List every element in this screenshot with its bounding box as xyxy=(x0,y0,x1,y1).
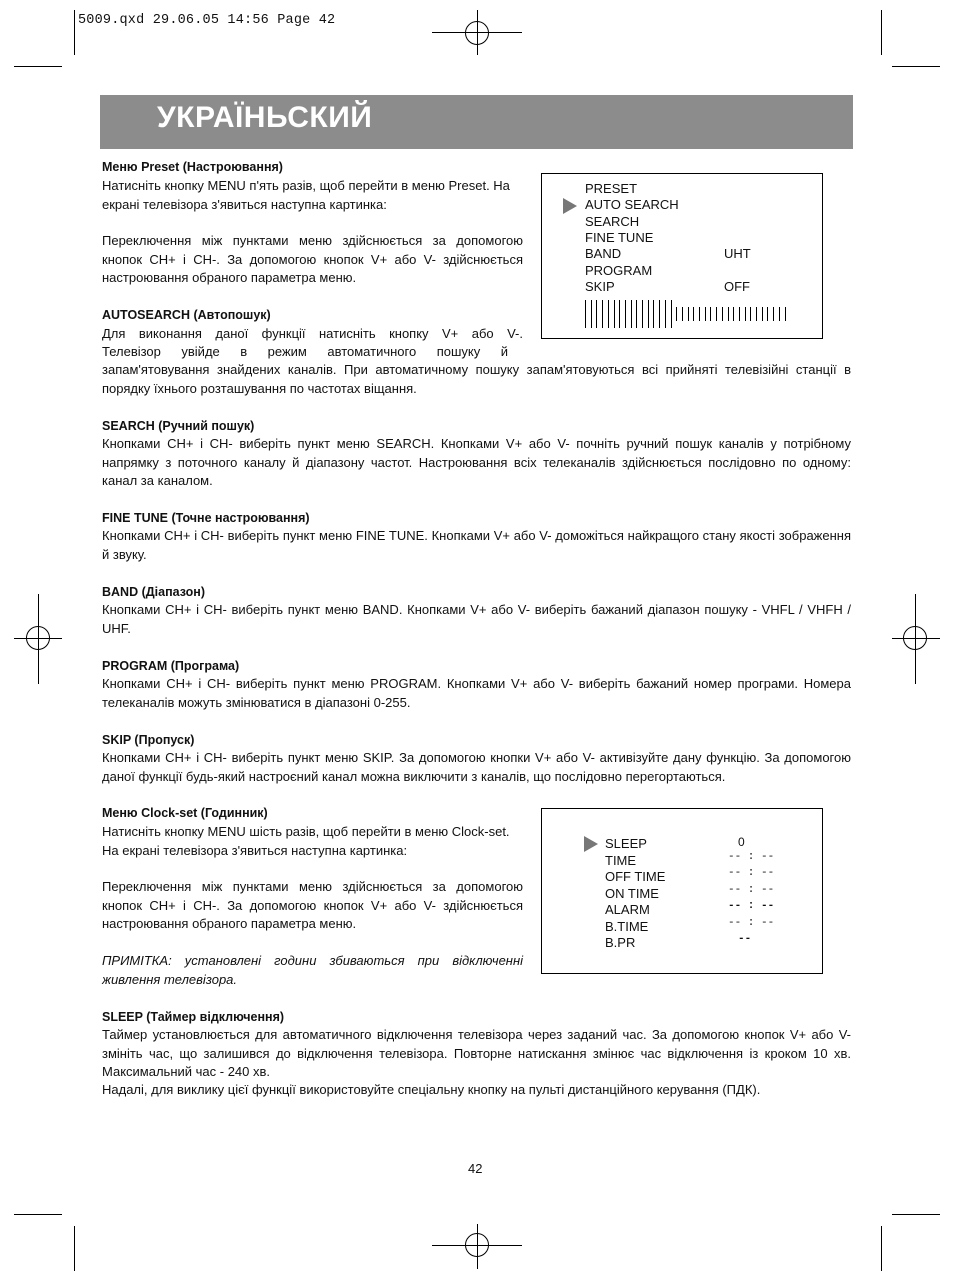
tuning-tick xyxy=(779,307,780,321)
tuning-tick xyxy=(756,307,757,321)
sleep-value: 0 xyxy=(738,835,745,849)
on-time-value: -- : -- xyxy=(728,884,775,896)
language-banner xyxy=(100,95,853,149)
paragraph: Переключення між пунктами меню здійснюється за допомогою кнопок CH+ і CH-. За допомогою кнопок V+ або V- здійснюється настроювання обраного параметра меню. xyxy=(102,233,523,285)
selection-pointer-icon xyxy=(563,198,577,214)
paragraph: Кнопками CH+ і CH- виберіть пункт меню SKIP. За допомогою кнопки V+ або V- активізуйте дану функцію. За допомогою даної функції будь-який настроєний канал можна виключити з каналів, що послідовно перегортаються. xyxy=(102,750,851,784)
tuning-tick xyxy=(614,300,615,328)
tuning-tick xyxy=(625,300,626,328)
crop-mark xyxy=(74,10,75,55)
paragraph: Телевізор увійде в режим автоматичного пошуку й xyxy=(102,344,508,359)
menu-item-program: PROGRAM xyxy=(585,263,653,278)
menu-item-sleep: SLEEP xyxy=(605,836,647,851)
menu-item-search: SEARCH xyxy=(585,214,640,229)
crop-mark xyxy=(881,1226,882,1271)
file-slug: 5009.qxd 29.06.05 14:56 Page 42 xyxy=(78,13,336,28)
paragraph: Кнопками CH+ і CH- виберіть пункт меню FINE TUNE. Кнопками V+ або V- доможіться найкращого стану якості зображення й звуку. xyxy=(102,528,851,562)
tuning-tick xyxy=(636,300,637,328)
clock-menu-screen xyxy=(541,808,823,974)
menu-item-off-time: OFF TIME xyxy=(605,869,666,884)
paragraph: Натисніть кнопку MENU п'ять разів, щоб перейти в меню Preset. На екрані телевізора з'явиться наступна картинка: xyxy=(102,178,510,212)
menu-item-alarm: ALARM xyxy=(605,902,650,917)
time-value: -- : -- xyxy=(728,851,775,863)
tuning-tick xyxy=(716,307,717,321)
note: ПРИМІТКА: установлені години збиваються при відключенні живлення телевізора. xyxy=(102,953,523,987)
off-time-value: -- : -- xyxy=(728,867,775,879)
tuning-tick xyxy=(653,300,654,328)
tuning-tick xyxy=(705,307,706,321)
page-number: 42 xyxy=(468,1161,483,1176)
section-heading: Меню Preset (Настроювання) xyxy=(102,160,283,174)
tuning-tick xyxy=(733,307,734,321)
section-heading: SLEEP (Таймер відключення) xyxy=(102,1010,285,1024)
tuning-tick xyxy=(619,300,620,328)
tuning-tick xyxy=(773,307,774,321)
paragraph: Надалі, для виклику цієї функції використовуйте спеціальну кнопку на пульті дистанційного керування (ПДК). xyxy=(102,1082,761,1097)
tuning-tick xyxy=(682,307,683,321)
paragraph: Натисніть кнопку MENU шість разів, щоб перейти в меню Clock-set. На екрані телевізора з'явиться наступна картинка: xyxy=(102,824,510,858)
tuning-tick xyxy=(745,307,746,321)
tuning-tick xyxy=(688,307,689,321)
menu-item-preset: PRESET xyxy=(585,181,638,196)
section-heading: SKIP (Пропуск) xyxy=(102,733,195,747)
band-value: UHT xyxy=(724,246,751,261)
crop-mark xyxy=(14,66,62,67)
tuning-tick xyxy=(767,307,768,321)
tuning-tick xyxy=(728,307,729,321)
tuning-tick xyxy=(671,300,672,328)
tuning-tick xyxy=(608,300,609,328)
paragraph: Кнопками CH+ і CH- виберіть пункт меню SEARCH. Кнопками V+ або V- почніть ручний пошук каналів у потрібному напрямку з поточного каналу й діапазону частот. Настроювання всіх телеканалів здійснюється послідовно по одному: канал за каналом. xyxy=(102,436,851,488)
paragraph: Кнопками CH+ і CH- виберіть пункт меню PROGRAM. Кнопками V+ або V- виберіть бажаний номер програми. Номера телеканалів можуть змінюватися в діапазоні 0-255. xyxy=(102,676,851,710)
menu-item-time: TIME xyxy=(605,853,637,868)
tuning-tick xyxy=(722,307,723,321)
crop-mark xyxy=(74,1226,75,1271)
tuning-tick xyxy=(642,300,643,328)
tuning-tick xyxy=(591,300,592,328)
tuning-tick xyxy=(710,307,711,321)
tuning-tick xyxy=(631,300,632,328)
tuning-tick xyxy=(659,300,660,328)
tuning-tick xyxy=(648,300,649,328)
tuning-tick xyxy=(750,307,751,321)
section-heading: BAND (Діапазон) xyxy=(102,585,205,599)
b-pr-value: -- xyxy=(738,933,752,945)
selection-pointer-icon xyxy=(584,836,598,852)
crop-mark xyxy=(892,1214,940,1215)
paragraph: Кнопками CH+ і CH- виберіть пункт меню BAND. Кнопками V+ або V- виберіть бажаний діапазон пошуку - VHFL / VHFH / UHF. xyxy=(102,602,851,636)
tuning-tick xyxy=(602,300,603,328)
tuning-tick xyxy=(739,307,740,321)
menu-item-fine-tune: FINE TUNE xyxy=(585,230,654,245)
tuning-tick xyxy=(585,300,586,328)
section-heading: SEARCH (Ручний пошук) xyxy=(102,419,255,433)
menu-item-b-time: B.TIME xyxy=(605,919,649,934)
tuning-tick xyxy=(699,307,700,321)
paragraph: Для виконання даної функції натисніть кнопку V+ або V-. xyxy=(102,326,523,341)
section-heading: AUTOSEARCH (Автопошук) xyxy=(102,308,271,322)
tuning-tick xyxy=(693,307,694,321)
menu-item-skip: SKIP xyxy=(585,279,615,294)
menu-item-band: BAND xyxy=(585,246,622,261)
menu-item-b-pr: B.PR xyxy=(605,935,636,950)
skip-value: OFF xyxy=(724,279,750,294)
crop-mark xyxy=(14,1214,62,1215)
section-heading: FINE TUNE (Точне настроювання) xyxy=(102,511,310,525)
crop-mark xyxy=(892,66,940,67)
preset-menu-screen xyxy=(541,173,823,339)
section-heading: Меню Clock-set (Годинник) xyxy=(102,806,268,820)
tuning-tick xyxy=(762,307,763,321)
b-time-value: -- : -- xyxy=(728,917,775,929)
page-title: УКРАЇНЬСКИЙ xyxy=(157,101,373,134)
paragraph: Таймер установлюється для автоматичного відключення телевізора через заданий час. За допомогою кнопок V+ або V- змініть час, що залишився до відключення телевізора. Повторне натискання змінює час відключення із кроком 10 хв. Максимальний час - 240 хв. xyxy=(102,1027,851,1079)
section-heading: PROGRAM (Програма) xyxy=(102,659,240,673)
crop-mark xyxy=(881,10,882,55)
alarm-value: -- : -- xyxy=(728,900,775,912)
tuning-tick xyxy=(596,300,597,328)
tuning-tick xyxy=(785,307,786,321)
paragraph: запам'ятовування знайдених каналів. При автоматичному пошуку запам'ятовуються всі прийняті телевізійні станції в порядку їхнього розташування по частотах віщання. xyxy=(102,362,851,396)
menu-item-auto-search: AUTO SEARCH xyxy=(585,197,679,212)
menu-item-on-time: ON TIME xyxy=(605,886,659,901)
tuning-tick xyxy=(676,307,677,321)
paragraph: Переключення між пунктами меню здійснюється за допомогою кнопок CH+ і CH-. За допомогою кнопок V+ або V- здійснюється настроювання обраного параметра меню. xyxy=(102,879,523,931)
tuning-tick xyxy=(665,300,666,328)
